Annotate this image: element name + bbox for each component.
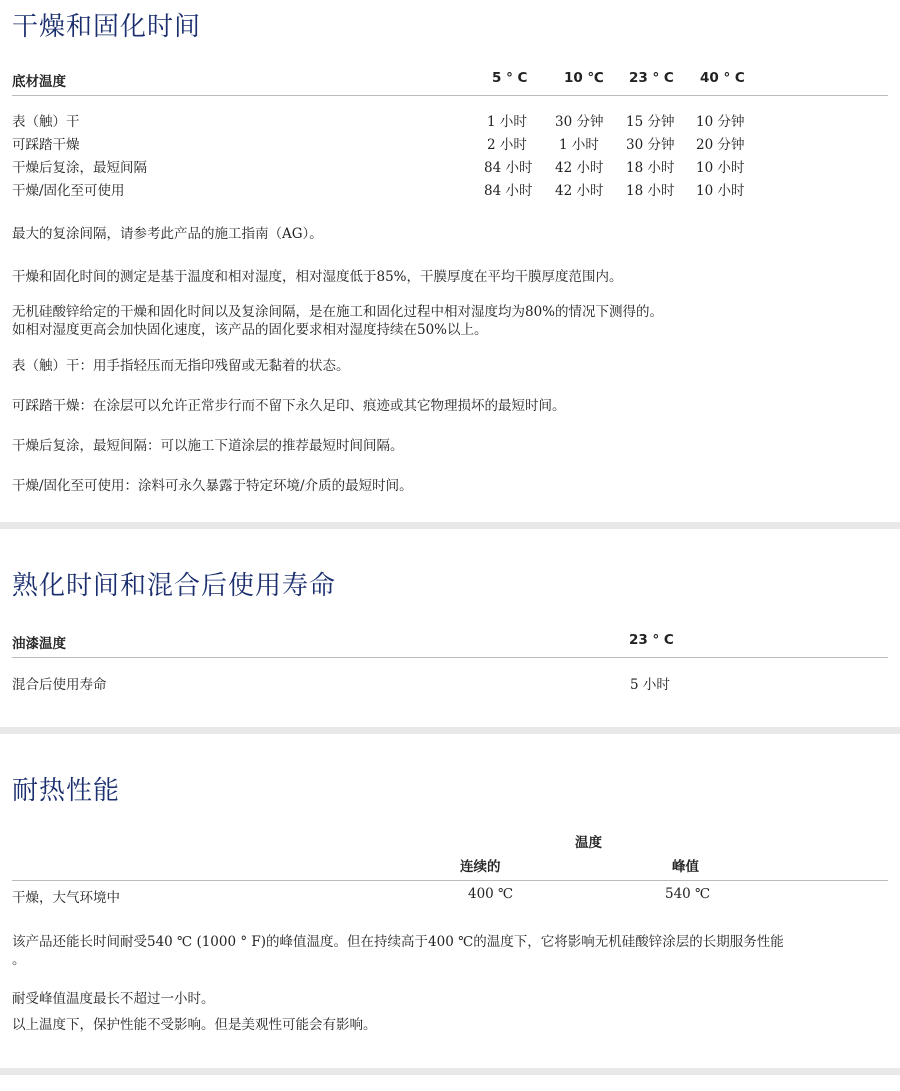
cell: 10 分钟 (696, 114, 745, 130)
header-col-23c: 23 ° C (629, 70, 674, 86)
header-label: 底材温度 (12, 74, 66, 90)
note-peak-temp-end: 。 (12, 952, 26, 968)
cell: 5 小时 (630, 677, 670, 693)
cell: 84 小时 (484, 183, 533, 199)
header-col-10c: 10 ℃ (564, 70, 604, 86)
cell: 30 分钟 (626, 137, 675, 153)
divider (12, 880, 888, 881)
header-col-23c: 23 ° C (629, 632, 674, 648)
cell: 42 小时 (555, 160, 604, 176)
cell: 1 小时 (559, 137, 599, 153)
section-separator (0, 1068, 900, 1075)
note-peak-temp: 该产品还能长时间耐受540 ℃ (1000 ° F)的峰值温度。但在持续高于400 ℃的温度下，它将影响无机硅酸锌涂层的长期服务性能 (12, 934, 784, 950)
note-max-recoat: 最大的复涂间隔，请参考此产品的施工指南（AG）。 (12, 226, 323, 242)
cell: 18 小时 (626, 160, 675, 176)
table-row (12, 110, 888, 132)
table-row (12, 133, 888, 155)
section-separator (0, 727, 900, 734)
table-row (12, 673, 888, 695)
cell: 2 小时 (487, 137, 527, 153)
note-humidity-50: 如相对湿度更高会加快固化速度，该产品的固化要求相对湿度持续在50%以上。 (12, 322, 488, 338)
row-label: 干燥，大气环境中 (12, 890, 120, 906)
table-group-header (12, 831, 888, 853)
row-label: 可踩踏干燥 (12, 137, 80, 153)
header-col-5c: 5 ° C (492, 70, 528, 86)
cell: 15 分钟 (626, 114, 675, 130)
table-row (12, 179, 888, 201)
row-label: 表（触）干 (12, 114, 80, 130)
section-title-drying-curing: 干燥和固化时间 (12, 12, 202, 42)
cell: 30 分钟 (555, 114, 604, 130)
table-header-substrate-temp (12, 70, 888, 92)
cell: 18 小时 (626, 183, 675, 199)
note-peak-duration: 耐受峰值温度最长不超过一小时。 (12, 991, 215, 1007)
header-label: 油漆温度 (12, 636, 66, 652)
note-walk-on-definition: 可踩踏干燥：在涂层可以允许正常步行而不留下永久足印、痕迹或其它物理损坏的最短时间。 (12, 398, 566, 414)
table-row (12, 156, 888, 178)
note-touch-dry-definition: 表（触）干：用手指轻压而无指印残留或无黏着的状态。 (12, 358, 350, 374)
cell: 10 小时 (696, 183, 745, 199)
section-title-induction-potlife: 熟化时间和混合后使用寿命 (12, 571, 337, 601)
cell: 42 小时 (555, 183, 604, 199)
table-header-heat (12, 855, 888, 877)
note-humidity-80: 无机硅酸锌给定的干燥和固化时间以及复涂间隔，是在施工和固化过程中相对湿度均为80%的情况下测得的。 (12, 304, 664, 320)
section-separator (0, 522, 900, 529)
table-row (12, 886, 888, 908)
section-title-heat-resistance: 耐热性能 (12, 776, 121, 806)
note-service-definition: 干燥/固化至可使用：涂料可永久暴露于特定环境/介质的最短时间。 (12, 478, 413, 494)
header-peak: 峰值 (672, 859, 699, 875)
note-recoat-definition: 干燥后复涂，最短间隔：可以施工下道涂层的推荐最短时间间隔。 (12, 438, 404, 454)
table-header-paint-temp (12, 632, 888, 654)
row-label: 干燥后复涂，最短间隔 (12, 160, 147, 176)
cell: 1 小时 (487, 114, 527, 130)
row-label: 干燥/固化至可使用 (12, 183, 125, 199)
cell-peak: 540 ℃ (665, 886, 711, 902)
header-continuous: 连续的 (460, 859, 501, 875)
cell-continuous: 400 ℃ (468, 886, 514, 902)
note-measurement-basis: 干燥和固化时间的测定是基于温度和相对湿度，相对湿度低于85%，干膜厚度在平均干膜厚度范围内。 (12, 269, 623, 285)
cell: 20 分钟 (696, 137, 745, 153)
cell: 10 小时 (696, 160, 745, 176)
header-col-40c: 40 ° C (700, 70, 745, 86)
divider (12, 657, 888, 658)
divider (12, 95, 888, 96)
row-label: 混合后使用寿命 (12, 677, 107, 693)
header-temperature: 温度 (575, 835, 602, 851)
note-appearance: 以上温度下，保护性能不受影响。但是美观性可能会有影响。 (12, 1017, 377, 1033)
cell: 84 小时 (484, 160, 533, 176)
